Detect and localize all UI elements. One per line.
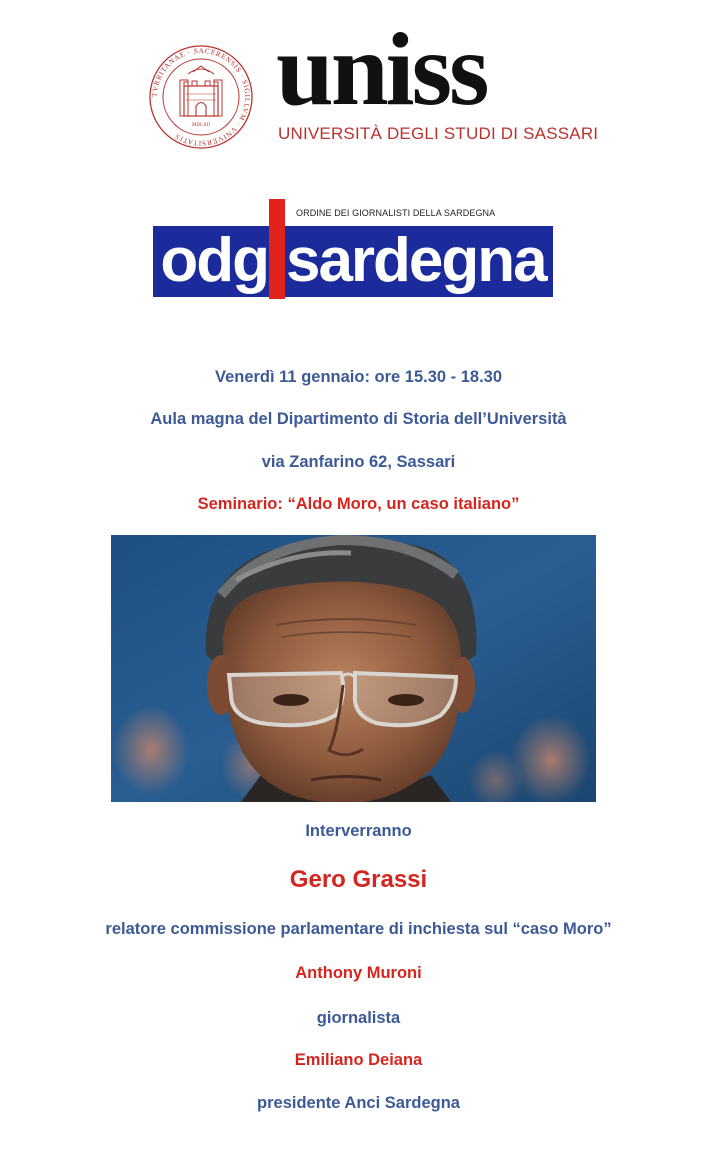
- university-seal-icon: [148, 44, 254, 150]
- odg-caption: ORDINE DEI GIORNALISTI DELLA SARDEGNA: [296, 208, 496, 218]
- event-date-time: Venerdì 11 gennaio: ore 15.30 - 18.30: [214, 368, 503, 386]
- odg-logo-left: odg: [160, 226, 268, 295]
- university-logo: uniss: [276, 12, 487, 127]
- seal-ring-text: TVRRITANAE · SACERENSIS · SIGILLVM · VNIVERSITATIS: [150, 46, 252, 148]
- speaker-name: Emiliano Deiana: [294, 1051, 423, 1069]
- portrait-photo: [111, 535, 596, 802]
- speaker-role: giornalista: [316, 1009, 401, 1027]
- event-address: via Zanfarino 62, Sassari: [261, 453, 456, 471]
- odg-logo-right: sardegna: [285, 226, 546, 295]
- speaker-role: relatore commissione parlamentare di inchiesta sul “caso Moro”: [105, 920, 612, 938]
- university-subtitle: UNIVERSITÀ DEGLI STUDI DI SASSARI: [278, 124, 599, 143]
- speaker-role: presidente Anci Sardegna: [257, 1094, 460, 1112]
- odg-logo: [153, 222, 553, 300]
- event-venue: Aula magna del Dipartimento di Storia dell’Università: [150, 410, 567, 428]
- speakers-intro: Interverranno: [305, 822, 412, 840]
- seal-small-text: MDLXII: [191, 123, 211, 128]
- seminar-title: Seminario: “Aldo Moro, un caso italiano”: [197, 495, 520, 513]
- speaker-name: Anthony Muroni: [295, 964, 422, 982]
- svg-text:TVRRITANAE · SACERENSIS · SIGI: [151, 47, 251, 147]
- speaker-name: Gero Grassi: [289, 866, 428, 893]
